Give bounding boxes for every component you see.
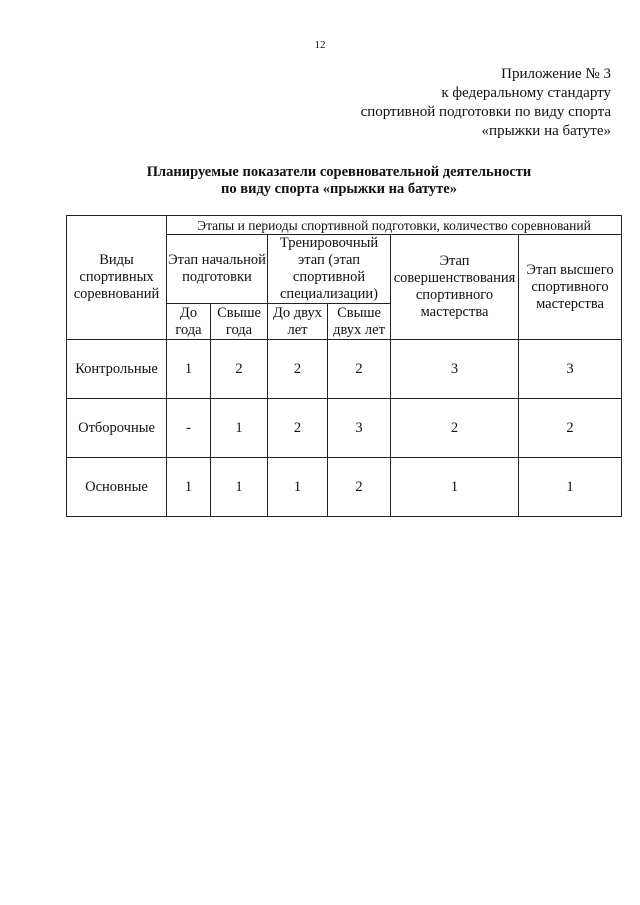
table-cell: 1 xyxy=(211,399,268,458)
table-cell: 3 xyxy=(328,399,391,458)
table-cell: 3 xyxy=(391,340,519,399)
page-number: 12 xyxy=(314,39,326,51)
table-cell: 1 xyxy=(268,458,328,517)
stage-initial-header: Этап начальной подготовки xyxy=(167,235,268,304)
sub-header-up-to-year: До года xyxy=(167,304,211,340)
competition-table xyxy=(66,215,622,517)
table-cell: 1 xyxy=(167,458,211,517)
sub-header-over-year: Свыше года xyxy=(211,304,268,340)
table-row xyxy=(67,399,622,458)
title-line: Планируемые показатели соревновательной деятельности xyxy=(146,164,532,180)
table-cell: 2 xyxy=(211,340,268,399)
stage-improvement-header: Этап совершенствования спортивного мастерства xyxy=(391,235,519,340)
row-label: Контрольные xyxy=(67,340,167,399)
table-cell: 2 xyxy=(328,340,391,399)
table-cell: 2 xyxy=(328,458,391,517)
row-header-cell: Виды спортивных соревнований xyxy=(67,216,167,340)
stage-training-header: Тренировочный этап (этап спортивной специализации) xyxy=(268,235,391,304)
title-line: по виду спорта «прыжки на батуте» xyxy=(221,181,457,197)
sub-header-over-two: Свыше двух лет xyxy=(328,304,391,340)
table-cell: - xyxy=(167,399,211,458)
table-row xyxy=(67,340,622,399)
appendix-line: «прыжки на батуте» xyxy=(481,123,611,139)
appendix-header xyxy=(361,65,611,141)
table-cell: 2 xyxy=(391,399,519,458)
table-cell: 1 xyxy=(519,458,622,517)
row-label: Основные xyxy=(67,458,167,517)
table-cell: 1 xyxy=(391,458,519,517)
document-title xyxy=(0,164,640,198)
stage-higher-header: Этап высшего спортивного мастерства xyxy=(519,235,622,340)
table-cell: 2 xyxy=(268,340,328,399)
table-row xyxy=(67,458,622,517)
table-cell: 2 xyxy=(268,399,328,458)
table-cell: 1 xyxy=(167,340,211,399)
main-header-cell: Этапы и периоды спортивной подготовки, количество соревнований xyxy=(167,216,622,235)
appendix-line: спортивной подготовки по виду спорта xyxy=(360,104,611,120)
row-label: Отборочные xyxy=(67,399,167,458)
sub-header-up-to-two: До двух лет xyxy=(268,304,328,340)
table-cell: 1 xyxy=(211,458,268,517)
table-cell: 2 xyxy=(519,399,622,458)
appendix-line: Приложение № 3 xyxy=(501,66,611,82)
table-cell: 3 xyxy=(519,340,622,399)
appendix-line: к федеральному стандарту xyxy=(441,85,611,101)
